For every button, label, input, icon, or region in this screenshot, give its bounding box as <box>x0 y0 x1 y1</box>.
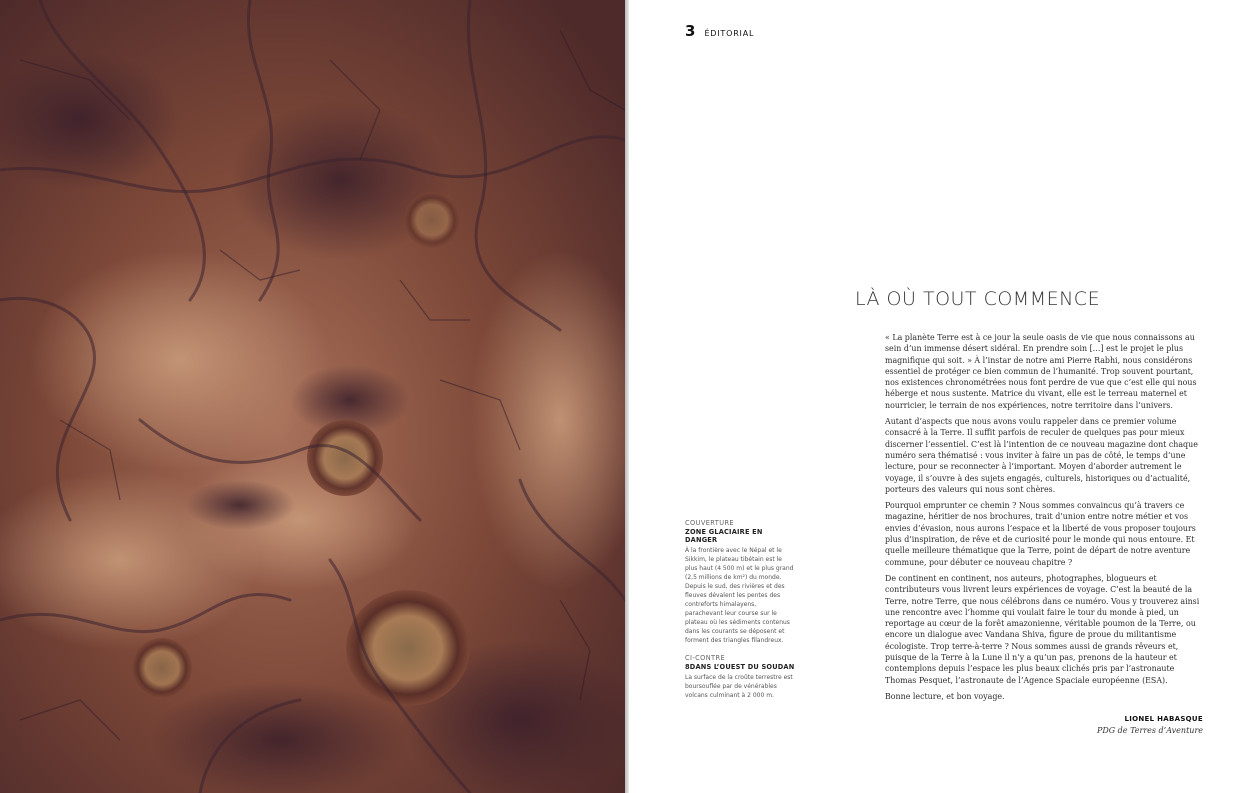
caption-title: ZONE GLACIAIRE EN DANGER <box>685 528 763 544</box>
photo-captions <box>685 519 795 700</box>
author-name: LIONEL HABASQUE <box>1124 715 1203 723</box>
caption-text: À la frontière avec le Népal et le Sikkim, le plateau tibétain est le plus haut (4 500 m) et le plus grand (2,5 millions de km²) du monde. Depuis le sud, des rivières et des fleuves dévalent les pentes des contreforts himalayens, parachevant leur course sur le plateau où les sédiments contenus dans les courants se déposent et forment des triangles filandreux. <box>685 547 794 644</box>
caption-label: CI-CONTRE <box>685 654 726 662</box>
page-gutter <box>625 0 629 793</box>
satellite-photo-art <box>0 0 625 793</box>
author-role: PDG de Terres d’Aventure <box>1096 726 1203 735</box>
paragraph: Pourquoi emprunter ce chemin ? Nous sommes convaincus qu’à travers ce magazine, héritier de nos brochures, trait d’union entre notre métier et vos envies d’évasion, nous aurons l’espace et la liberté de vous proposer toujours plus d’inspiration, de rêve et de curiosité pour le monde qui nous entoure. Et quelle meilleure thématique que la Terre, point de départ de notre aventure commune, pour débuter ce nouveau chapitre ? <box>885 501 1196 567</box>
caption-title: 8DANS L’OUEST DU SOUDAN <box>685 663 795 671</box>
article-body <box>885 332 1203 707</box>
paragraph: « La planète Terre est à ce jour la seule oasis de vie que nous connaissons au sein d’un immense désert sidéral. En prendre soin […] est le projet le plus magnifique qui soit. » À l’instar de notre ami Pierre Rabhi, nous considérons essentiel de protéger ce bien commun de l’humanité. Trop souvent pourtant, nos existences chronométrées nous font perdre de vue que c’est elle qui nous héberge et nous sustente. Matrice du vivant, elle est le terreau maternel et nourricier, le terrain de nos expériences, notre territoire dans l’univers. <box>885 333 1197 410</box>
caption-label: COUVERTURE <box>685 519 734 527</box>
paragraph: Bonne lecture, et bon voyage. <box>885 691 1005 701</box>
section-title: ÉDITORIAL <box>704 29 755 38</box>
article-title: LÀ OÙ TOUT COMMENCE <box>855 288 1101 310</box>
paragraph: De continent en continent, nos auteurs, photographes, blogueurs et contributeurs vous livrent leurs expériences de voyage. C’est la beauté de la Terre, notre Terre, que nous célébrons dans ce numéro. Vous y trouverez ainsi une rencontre avec l’homme qui voulait faire le tour du monde à pied, un reportage au cœur de la forêt amazonienne, véritable poumon de la Terre, ou encore un dialogue avec Vandana Shiva, figure de proue du militantisme écologiste. Trop terre-à-terre ? Nous sommes aussi de grands rêveurs et, puisque de la Terre à la Lune il n’y a qu’un pas, prenons de la hauteur et contemplons depuis l’espace les plus beaux clichés pris par l’astronaute Thomas Pesquet, l’astronaute de l’Agence Spaciale européenne (ESA). <box>885 573 1200 685</box>
signature <box>1097 715 1203 735</box>
caption-text: La surface de la croûte terrestre est boursouflée par de vénérables volcans culminant à 2 000 m. <box>685 674 793 699</box>
satellite-photo <box>0 0 625 793</box>
page-number: 3 <box>685 22 696 40</box>
caption-cover <box>685 519 795 645</box>
caption-opposite <box>685 654 795 700</box>
paragraph: Autant d’aspects que nous avons voulu rappeler dans ce premier volume consacré à la Terre. Il suffit parfois de reculer de quelques pas pour mieux discerner l’essentiel. C’est là l’intention de ce nouveau magazine dont chaque numéro sera thématisé : vous inviter à faire un pas de côté, le temps d’une lecture, pour se reconnecter à l’important. Moyen d’aborder autrement le voyage, il s’ouvre à des sujets engagés, culturels, historiques ou d’actualité, porteurs des valeurs qui nous sont chères. <box>885 417 1198 494</box>
page-header <box>685 22 754 40</box>
